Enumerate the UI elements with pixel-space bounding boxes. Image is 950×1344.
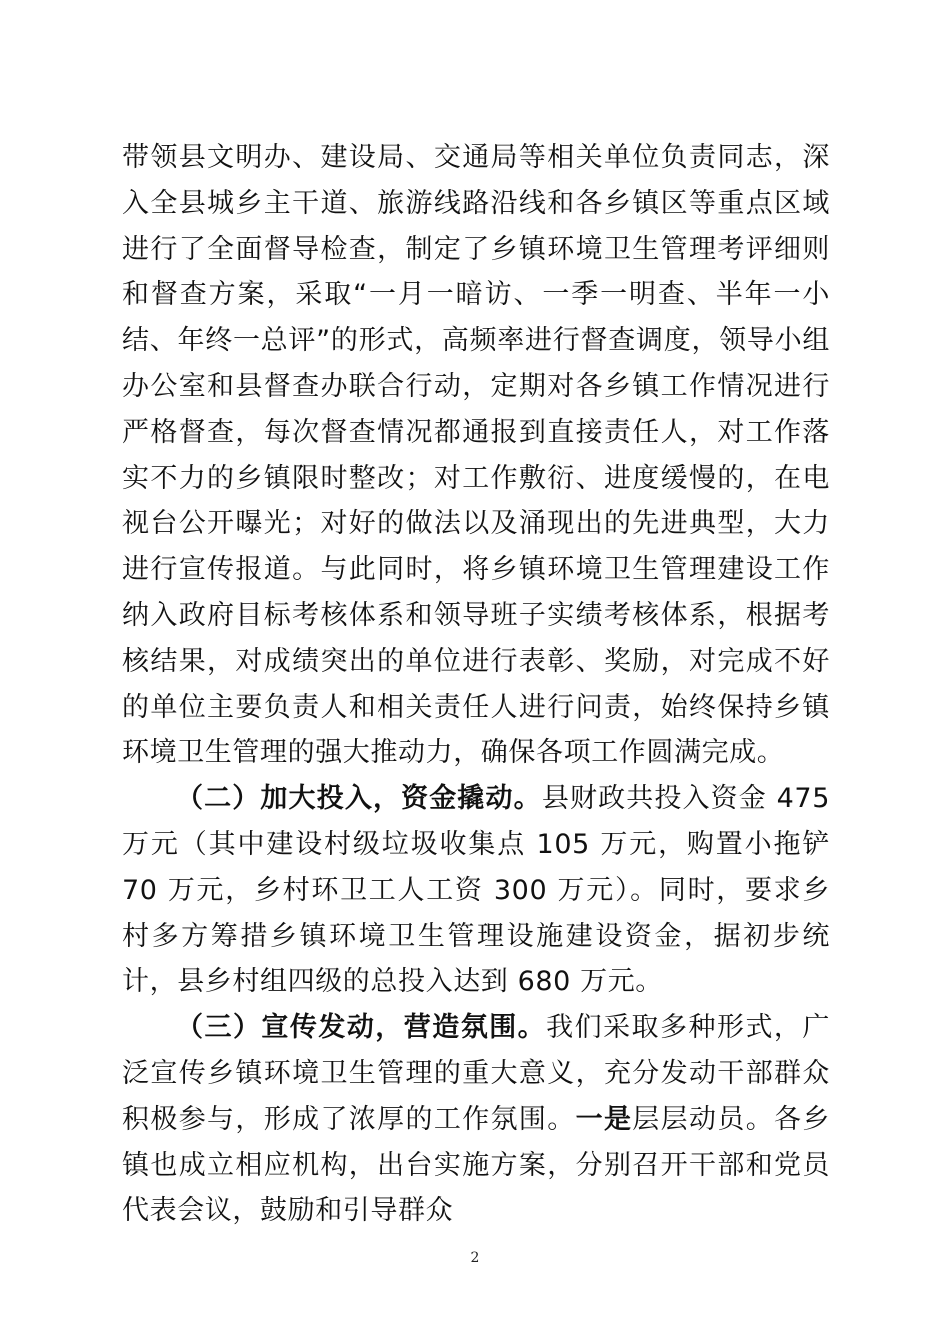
paragraph-publicity bbox=[122, 1005, 830, 1234]
paragraph-supervision: 带领县文明办、建设局、交通局等相关单位负责同志，深入全县城乡主干道、旅游线路沿线和各乡镇区等重点区域进行了全面督导检查，制定了乡镇环境卫生管理考评细则和督查方案，采取“一月一暗访、一季一明查、半年一小结、年终一总评”的形式，高频率进行督查调度，领导小组办公室和县督查办联合行动，定期对各乡镇工作情况进行严格督查，每次督查情况都通报到直接责任人，对工作落实不力的乡镇限时整改；对工作敷衍、进度缓慢的，在电视台公开曝光；对好的做法以及涌现出的先进典型，大力进行宣传报道。与此同时，将乡镇环境卫生管理建设工作纳入政府目标考核体系和领导班子实绩考核体系，根据考核结果，对成绩突出的单位进行表彰、奖励，对完成不好的单位主要负责人和相关责任人进行问责，始终保持乡镇环境卫生管理的强大推动力，确保各项工作圆满完成。 bbox=[122, 142, 830, 769]
section-heading-publicity: （三）宣传发动，营造氛围。 bbox=[176, 1012, 547, 1044]
section-heading-investment: （二）加大投入，资金撬动。 bbox=[176, 783, 542, 815]
section-text-publicity-continued: 层层动员。各乡镇也成立相应机构，出台实施方案，分别召开干部和党员代表会议，鼓励和引导群众 bbox=[122, 1103, 830, 1227]
page-number: 2 bbox=[470, 1250, 480, 1266]
paragraph-investment bbox=[122, 776, 830, 1005]
body-text bbox=[122, 135, 830, 1234]
section-text-investment: 县财政共投入资金 475 万元（其中建设村级垃圾收集点 105 万元，购置小拖铲 70 万元，乡村环卫工人工资 300 万元）。同时，要求乡村多方筹措乡镇环境卫生管理设施建设资金，据初步统计，县乡村组四级的总投入达到 680 万元。 bbox=[122, 783, 830, 998]
section-text-publicity: 我们采取多种形式，广泛宣传乡镇环境卫生管理的重大意义，充分发动干部群众积极参与，形成了浓厚的工作氛围。 bbox=[122, 1012, 830, 1135]
lead-phrase: 一是 bbox=[575, 1103, 633, 1135]
